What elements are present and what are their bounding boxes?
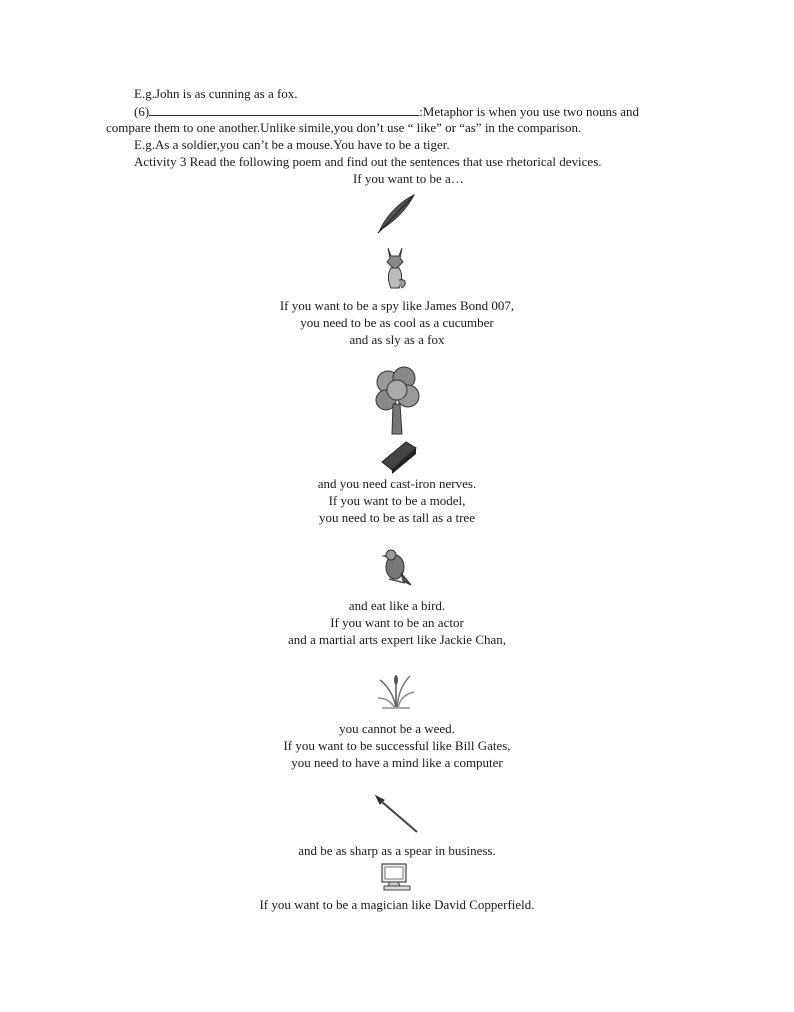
- computer-icon: [380, 862, 414, 892]
- bird-icon: [379, 547, 415, 587]
- poem-line-10: you cannot be a weed.: [339, 721, 455, 736]
- spear-icon: [372, 794, 420, 834]
- example-simile: E.g.John is as cunning as a fox.: [134, 86, 298, 101]
- poem-line-12: you need to have a mind like a computer: [291, 755, 503, 770]
- poem-line-8: If you want to be an actor: [330, 615, 464, 630]
- poem-line-7: and eat like a bird.: [348, 598, 446, 613]
- tree-icon: [372, 364, 422, 436]
- activity-3-instructions: Activity 3 Read the following poem and find out the sentences that use rhetorical devices.: [134, 154, 602, 169]
- poem-line-3: and as sly as a fox: [349, 332, 445, 347]
- poem-title: If you want to be a…: [353, 171, 464, 186]
- answer-blank[interactable]: [149, 103, 419, 116]
- poem-line-2: you need to be as cool as a cucumber: [300, 315, 494, 330]
- feather-icon: [374, 192, 420, 236]
- poem-line-9: and a martial arts expert like Jackie Chan,: [287, 632, 507, 647]
- poem-line-13: and be as sharp as a spear in business.: [298, 843, 496, 858]
- poem-line-5: If you want to be a model,: [328, 493, 466, 508]
- poem-line-6: you need to be as tall as a tree: [319, 510, 475, 525]
- fox-icon: [381, 246, 409, 290]
- weed-icon: [376, 672, 416, 710]
- poem-line-4: and you need cast-iron nerves.: [317, 476, 477, 491]
- item-6-continuation: compare them to one another.Unlike simile,you don’t use “ like” or “as” in the comparison.: [106, 120, 582, 135]
- item-6-text: :Metaphor is when you use two nouns and: [419, 104, 640, 119]
- item-6: [134, 103, 639, 120]
- poem-line-1: If you want to be a spy like James Bond 007,: [279, 298, 515, 313]
- poem-line-11: If you want to be successful like Bill Gates,: [283, 738, 511, 753]
- poem-line-14: If you want to be a magician like David Copperfield.: [259, 897, 535, 912]
- item-6-number: (6): [134, 104, 150, 119]
- example-metaphor: E.g.As a soldier,you can’t be a mouse.You have to be a tiger.: [134, 137, 450, 152]
- iron-bar-icon: [380, 440, 418, 474]
